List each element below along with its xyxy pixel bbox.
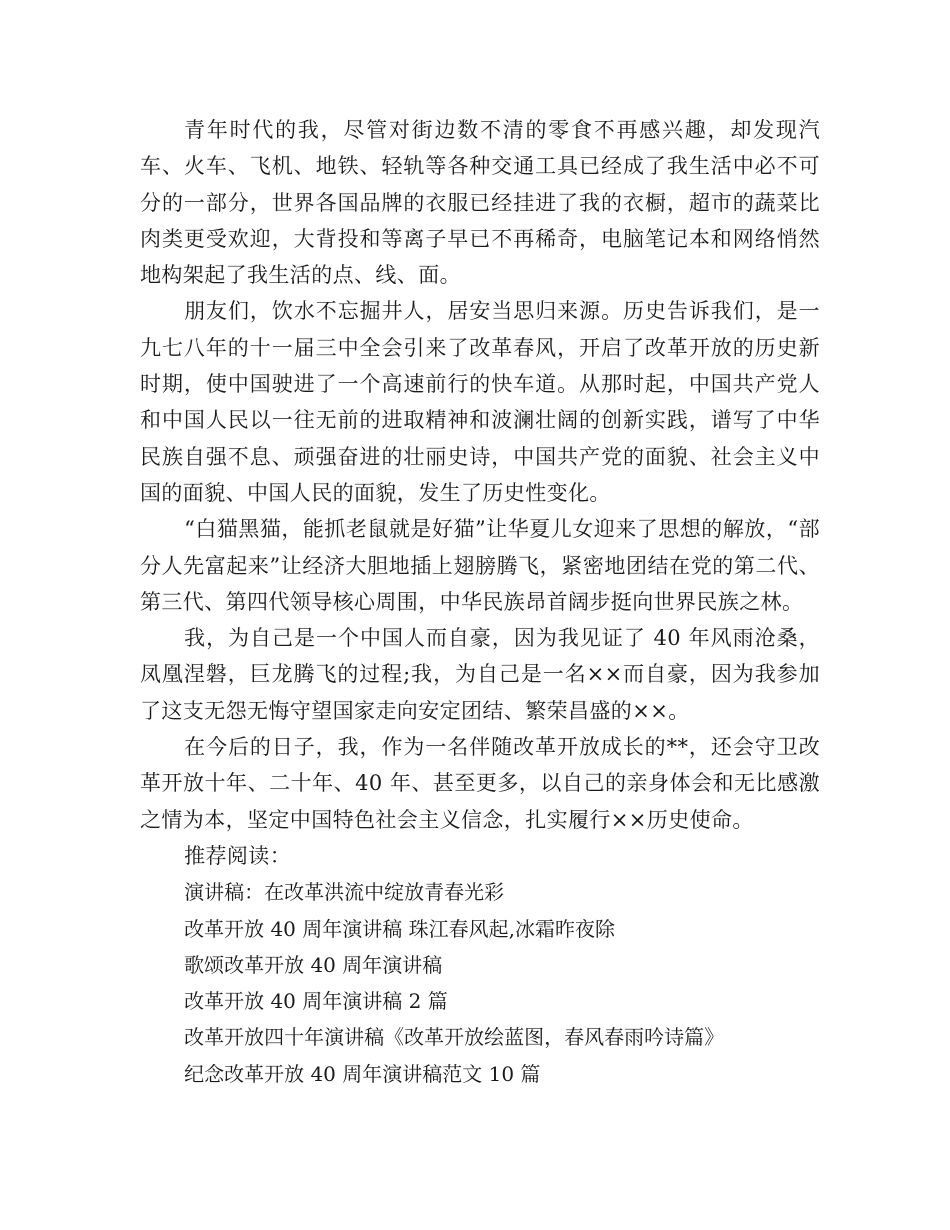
recommended-link[interactable]: 改革开放 40 周年演讲稿 2 篇: [184, 989, 448, 1014]
paragraph-2: 朋友们，饮水不忘掘井人，居安当思归来源。历史告诉我们，是一九七八年的十一届三中全会引来了改革春风，开启了改革开放的历史新时期，使中国驶进了一个高速前行的快车道。从那时起，中国共产党人和中国人民以一往无前的进取精神和波澜壮阔的创新实践，谱写了中华民族自强不息、顽强奋进的壮丽史诗，中国共产党的面貌、社会主义中国的面貌、中国人民的面貌，发生了历史性变化。: [140, 299, 820, 505]
paragraph-3: “白猫黑猫，能抓老鼠就是好猫”让华夏儿女迎来了思想的解放，“部分人先富起来”让经济大胆地插上翅膀腾飞，紧密地团结在党的第二代、第三代、第四代领导核心周围，中华民族昂首阔步挺向世界民族之林。: [140, 517, 820, 614]
paragraph-1: 青年时代的我，尽管对街边数不清的零食不再感兴趣，却发现汽车、火车、飞机、地铁、轻轨等各种交通工具已经成了我生活中必不可分的一部分，世界各国品牌的衣服已经挂进了我的衣橱，超市的蔬菜比肉类更受欢迎，大背投和等离子早已不再稀奇，电脑笔记本和网络悄然地构架起了我生活的点、线、面。: [140, 118, 820, 288]
recommended-link[interactable]: 改革开放 40 周年演讲稿 珠江春风起,冰霜昨夜除: [184, 916, 615, 941]
paragraph-5: 在今后的日子，我，作为一名伴随改革开放成长的**，还会守卫改革开放十年、二十年、40 年、甚至更多，以自己的亲身体会和无比感激之情为本，坚定中国特色社会主义信念，扎实履行××历史使命。: [140, 735, 820, 832]
recommended-link[interactable]: 改革开放四十年演讲稿《改革开放绘蓝图，春风春雨吟诗篇》: [184, 1025, 725, 1050]
paragraph-4: 我，为自己是一个中国人而自豪，因为我见证了 40 年风雨沧桑，凤凰涅磐，巨龙腾飞的过程;我，为自己是一名××而自豪，因为我参加了这支无怨无悔守望国家走向安定团结、繁荣昌盛的××。: [140, 626, 820, 723]
document-body: [140, 112, 820, 1092]
recommended-link[interactable]: 纪念改革开放 40 周年演讲稿范文 10 篇: [184, 1061, 541, 1086]
recommended-link[interactable]: 歌颂改革开放 40 周年演讲稿: [184, 952, 443, 977]
recommended-reading-title: 推荐阅读：: [184, 843, 292, 868]
recommended-reading-list: [140, 874, 820, 1092]
recommended-link[interactable]: 演讲稿：在改革洪流中绽放青春光彩: [184, 880, 505, 905]
